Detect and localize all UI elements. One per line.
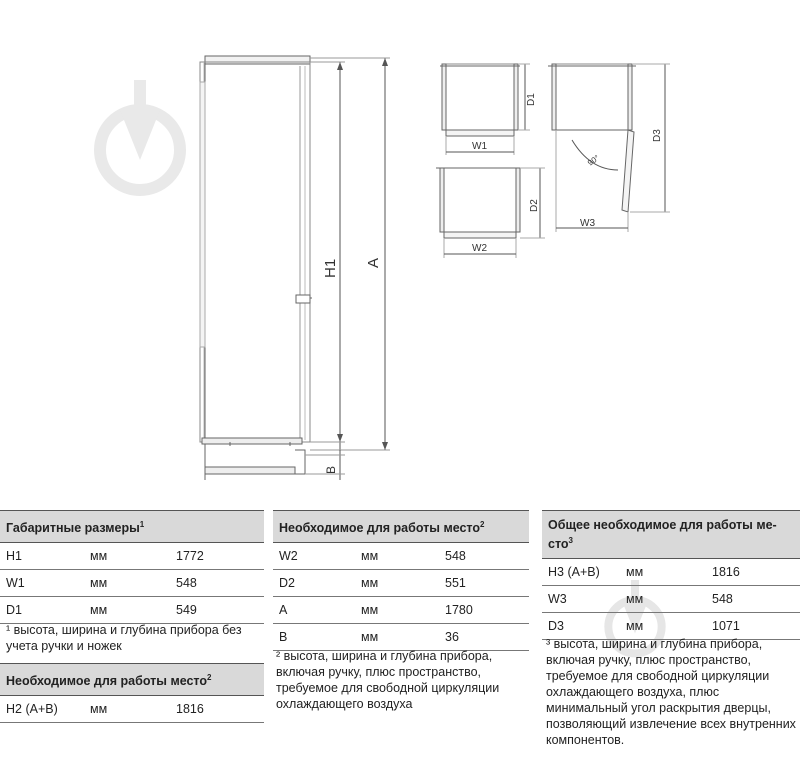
footnote-3: ³ высота, ширина и глубина прибора, включая ручку, плюс пространство, требуемое для свободной циркуляции охлаждающего воздуха, плюс минимальный угол раскрытия дверцы, позволяющий извлечение всех внутренних компонентов. xyxy=(546,637,796,747)
label-w3: W3 xyxy=(580,218,595,229)
table-row: D1 мм 549 xyxy=(0,597,264,624)
table-workspace-detail xyxy=(273,510,529,651)
table-dimensions xyxy=(0,510,264,624)
footnote-1: ¹ высота, ширина и глубина прибора без учета ручки и ножек xyxy=(6,623,242,653)
label-a: A xyxy=(365,257,382,268)
table-total-workspace xyxy=(542,510,800,640)
table-row: H3 (A+B) мм 1816 xyxy=(542,559,800,586)
table-header: Необходимое для работы место$^2$ xyxy=(0,663,264,696)
label-d2: D2 xyxy=(529,199,540,212)
label-h1: H1 xyxy=(322,258,339,278)
label-w2: W2 xyxy=(472,243,487,254)
table-row: W3 мм 548 xyxy=(542,586,800,613)
label-angle: 90° xyxy=(585,153,602,168)
table-row: D2 мм 551 xyxy=(273,570,529,597)
footnote-2: ² высота, ширина и глубина прибора, включая ручку, плюс пространство, требуемое для свободной циркуляции охлаждающего воздуха xyxy=(276,649,500,711)
table-row: H2 (A+B) мм 1816 xyxy=(0,696,264,723)
table-header: Общее необходимое для работы ме- сто$^3$ xyxy=(542,510,800,559)
label-b: B xyxy=(324,465,338,474)
label-d1: D1 xyxy=(526,93,537,106)
table-row: B мм 36 xyxy=(273,624,529,651)
table-row: W1 мм 548 xyxy=(0,570,264,597)
table-row: D3 мм 1071 xyxy=(542,613,800,640)
table-header: Габаритные размеры$^1$ xyxy=(0,510,264,543)
table-row: W2 мм 548 xyxy=(273,543,529,570)
table-header: Необходимое для работы место$^2$ xyxy=(273,510,529,543)
label-w1: W1 xyxy=(472,141,487,152)
table-workspace xyxy=(0,663,264,723)
table-row: A мм 1780 xyxy=(273,597,529,624)
table-row: H1 мм 1772 xyxy=(0,543,264,570)
label-d3: D3 xyxy=(652,129,663,142)
